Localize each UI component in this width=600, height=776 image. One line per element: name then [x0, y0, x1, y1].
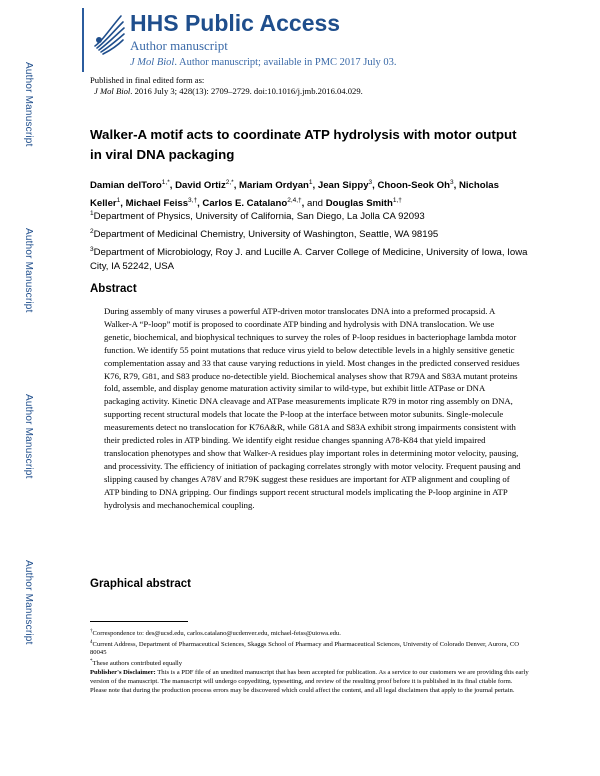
equal-contribution-note: *These authors contributed equally [90, 658, 183, 667]
side-label-author-manuscript: Author Manuscript [23, 62, 34, 147]
citation-details: . 2016 July 3; 428(13): 2709–2729. doi:10.1016/j.jmb.2016.04.029. [130, 86, 363, 96]
footnote-rule [90, 621, 188, 622]
author: Michael Feiss$^{3,\dagger}$ [125, 197, 198, 210]
hhs-public-access-title: HHS Public Access [130, 10, 341, 36]
affiliation: $^3$Department of Microbiology, Roy J. and Lucille A. Carver College of Medicine, University of Iowa, Iowa City, IA 52242, USA [90, 246, 528, 273]
publication-info [90, 75, 363, 97]
author: Choon-Seok Oh$^3$ [377, 179, 454, 192]
article-title: Walker-A motif acts to coordinate ATP hydrolysis with motor output in viral DNA packaging [90, 127, 517, 162]
abstract-heading: Abstract [90, 283, 137, 295]
author: Mariam Ordyan$^1$ [239, 179, 313, 192]
side-label-author-manuscript: Author Manuscript [23, 228, 34, 313]
published-label: Published in final edited form as: [90, 75, 205, 85]
author: Douglas Smith$^{1,\dagger}$ [325, 197, 402, 210]
author-and: and [307, 198, 324, 210]
author: Carlos E. Catalano$^{2,4,\dagger}$ [202, 197, 302, 210]
citation [90, 86, 363, 97]
author-list: Damian delToro$^{1,*}$, David Ortiz$^{2,*}$, Mariam Ordyan$^1$, Jean Sippy$^3$, Choon-Seok Oh$^3$, Nicholas Keller$^1$, Michael Feiss$^{3,\dagger}$, Carlos E. Catalano$^{2,4,\dagger}$, and Douglas Smith$^{1,\dagger}$ [90, 179, 499, 210]
header-rule [82, 8, 84, 72]
journal-name: J Mol Biol [130, 57, 175, 68]
affiliation: $^2$Department of Medicinal Chemistry, University of Washington, Seattle, WA 98195 [90, 228, 439, 241]
disclaimer-label: Publisher's Disclaimer: [90, 669, 156, 676]
publisher-disclaimer [90, 668, 530, 695]
affiliation: $^1$Department of Physics, University of California, San Diego, La Jolla CA 92093 [90, 210, 425, 223]
graphical-abstract-heading: Graphical abstract [90, 578, 191, 590]
author: David Ortiz$^{2,*}$ [175, 179, 234, 192]
side-label-author-manuscript: Author Manuscript [23, 394, 34, 479]
author: Jean Sippy$^3$ [317, 179, 373, 192]
current-address-note: $^4$Current Address, Department of Pharmaceutical Sciences, Skaggs School of Pharmacy and Pharmaceutical Sciences, University of Colorado Denver, Aurora, CO 80045 [90, 639, 520, 657]
side-label-author-manuscript: Author Manuscript [23, 560, 34, 645]
citation-journal: J Mol Biol [94, 86, 131, 96]
author-manuscript-label: Author manuscript [130, 38, 228, 53]
footnotes [90, 628, 530, 668]
author: Damian delToro$^{1,*}$ [90, 179, 170, 192]
hhs-eagle-logo-icon [91, 10, 127, 56]
disclaimer-text: This is a PDF file of an unedited manuscript that has been accepted for publication. As a service to our customers we are providing this early version of the manuscript. The manuscript will undergo copyediting, typesetting, and review of the resulting proof before it is published in its final citable form. Please note that during the production process errors may be discovered which could affect the content, and all legal disclaimers that apply to the journal pertain. [90, 669, 529, 694]
journal-availability [130, 56, 397, 70]
author: Nicholas Keller$^1$ [90, 180, 499, 210]
abstract-text: During assembly of many viruses a powerful ATP-driven motor translocates DNA into a preformed procapsid. A Walker-A “P-loop” motif is proposed to coordinate ATP binding and hydrolysis with DNA translocation. We use genetic, biochemical, and biophysical techniques to survey the roles of P-loop residues in bacteriophage lambda motor function. We identify 55 point mutations that reduce virus yield to below detectible levels in a highly sensitive genetic complementation assay and 33 that cause varying reductions in yield. Most changes in the predicted conserved residues K76, R79, G81, and S83 produce no-detectible yield. Biochemical analyses show that R79A and S83A mutant proteins fold, assemble, and display genome maturation activity similar to wild-type, but exhibit little ATPase or DNA packaging activity. Kinetic DNA cleavage and ATPase measurements implicate R79 in motor ring assembly on DNA, supporting recent structural models that locate the P-loop at the interface between motor subunits. Single-molecule measurements detect no translocation for K76A&R, while G81A and S83A exhibit strong impairments consistent with their predicted roles in ATP binding. We identify eight residue changes spanning A78-K84 that yield impaired translocation phenotypes and show that Walker-A residues play important roles in determining motor velocity, pausing, and processivity. The efficiency of initiation of packaging correlates strongly with motor velocity. Frequent pausing and slipping caused by changes A78V and R79K suggest these residues are important for ATP alignment and coupling of ATP binding to DNA gripping. Our findings support recent structural models implicating the P-loop arginine in ATP hydrolysis and mechanochemical coupling. [104, 306, 521, 510]
availability-text: . Author manuscript; available in PMC 2017 July 03. [174, 57, 397, 68]
correspondence-note: †Correspondence to: des@ucsd.edu, carlos.catalano@ucdenver.edu, michael-feiss@uiowa.edu. [90, 629, 341, 638]
